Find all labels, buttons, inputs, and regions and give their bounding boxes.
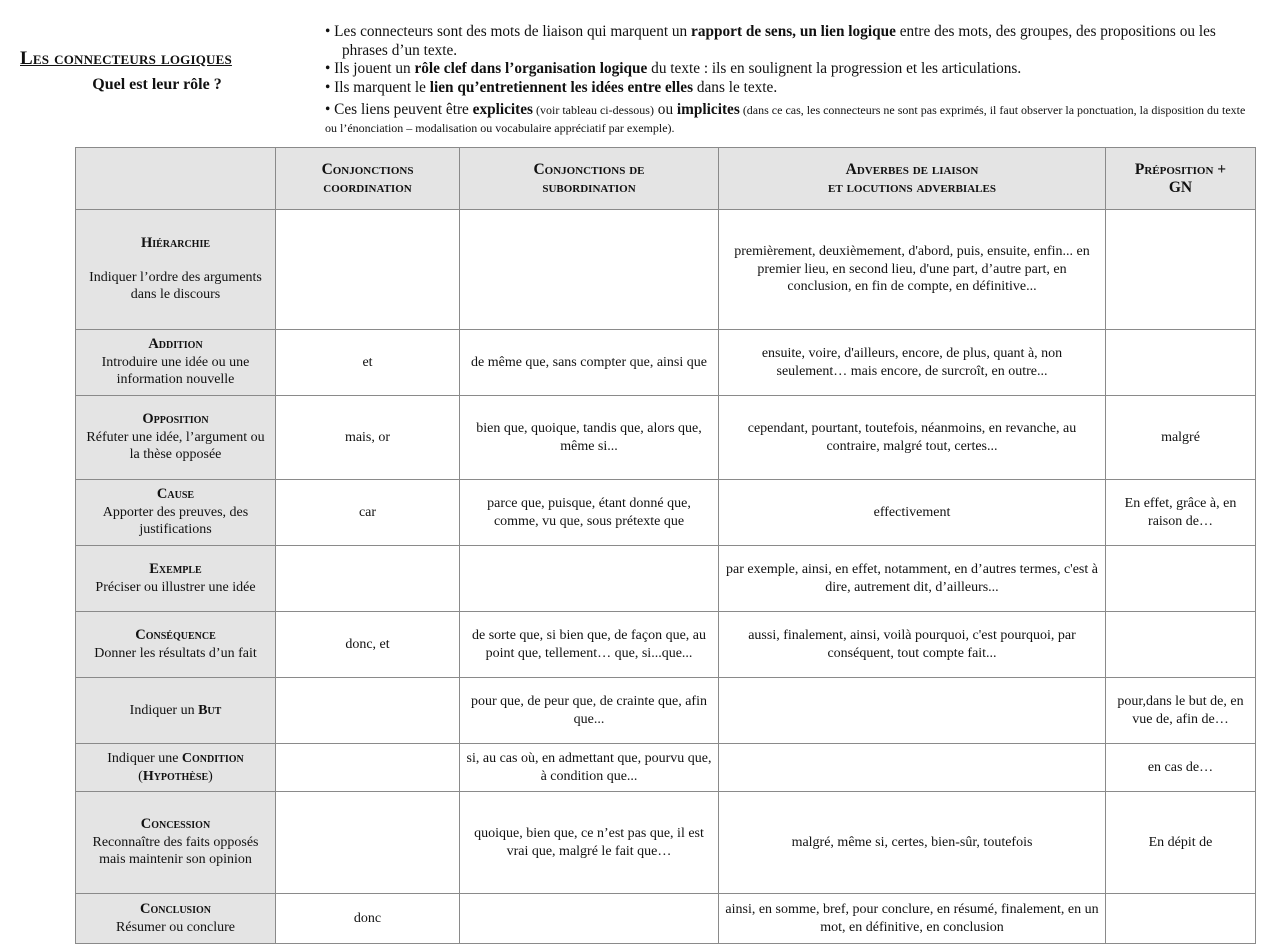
preposition-cell xyxy=(1106,546,1256,612)
preposition-cell: En dépit de xyxy=(1106,792,1256,894)
category-cell: Opposition Réfuter une idée, l’argument ou la thèse opposée xyxy=(76,396,276,480)
coordination-cell: car xyxy=(276,480,460,546)
intro-paragraph-1: • Les connecteurs sont des mots de liaison qui marquent un rapport de sens, un lien logique entre des mots, des groupes, des propositions ou les phrases d’un texte. xyxy=(325,23,1216,59)
preposition-cell: en cas de… xyxy=(1106,744,1256,792)
table-row xyxy=(76,792,1256,894)
subordination-cell xyxy=(460,546,719,612)
header-preposition: Préposition + GN xyxy=(1106,148,1256,210)
adverbs-cell xyxy=(719,678,1106,744)
coordination-cell: mais, or xyxy=(276,396,460,480)
preposition-cell: malgré xyxy=(1106,396,1256,480)
subordination-cell: bien que, quoique, tandis que, alors que, même si... xyxy=(460,396,719,480)
subordination-cell xyxy=(460,894,719,944)
adverbs-cell: premièrement, deuxièmement, d'abord, puis, ensuite, enfin... en premier lieu, en second lieu, d'une part, d’autre part, en conclusion, en fin de compte, en définitive... xyxy=(719,210,1106,330)
coordination-cell xyxy=(276,546,460,612)
category-cell: Conclusion Résumer ou conclure xyxy=(76,894,276,944)
subordination-cell: de sorte que, si bien que, de façon que, au point que, tellement… que, si...que... xyxy=(460,612,719,678)
header-category xyxy=(76,148,276,210)
adverbs-cell: malgré, même si, certes, bien-sûr, toutefois xyxy=(719,792,1106,894)
category-cell: Cause Apporter des preuves, des justifications xyxy=(76,480,276,546)
category-cell: Conséquence Donner les résultats d’un fait xyxy=(76,612,276,678)
preposition-cell xyxy=(1106,330,1256,396)
subordination-cell: pour que, de peur que, de crainte que, afin que... xyxy=(460,678,719,744)
adverbs-cell: par exemple, ainsi, en effet, notamment, en d’autres termes, c'est à dire, autrement dit, d’ailleurs... xyxy=(719,546,1106,612)
subordination-cell: si, au cas où, en admettant que, pourvu que, à condition que... xyxy=(460,744,719,792)
table-row xyxy=(76,744,1256,792)
coordination-cell: donc, et xyxy=(276,612,460,678)
adverbs-cell: ainsi, en somme, bref, pour conclure, en résumé, finalement, en un mot, en définitive, en conclusion xyxy=(719,894,1106,944)
header-adverbs: Adverbes de liaison et locutions adverbiales xyxy=(719,148,1106,210)
table-header-row xyxy=(76,148,1256,210)
preposition-cell: pour,dans le but de, en vue de, afin de… xyxy=(1106,678,1256,744)
table-row xyxy=(76,894,1256,944)
header-subordination: Conjonctions de subordination xyxy=(460,148,719,210)
coordination-cell xyxy=(276,744,460,792)
title-block xyxy=(20,48,310,94)
table-row xyxy=(76,612,1256,678)
intro-paragraph-2: • Ils jouent un rôle clef dans l’organisation logique du texte : ils en soulignent la progression et les articulations. xyxy=(325,60,1022,77)
subordination-cell xyxy=(460,210,719,330)
preposition-cell xyxy=(1106,612,1256,678)
intro-paragraph-4: • Ces liens peuvent être explicites (voir tableau ci-dessous) ou implicites (dans ce cas, les connecteurs ne sont pas exprimés, il faut observer la ponctuation, la disposition du texte ou l’énonciation – modalisation ou vocabulaire appréciatif par exemple). xyxy=(325,101,1246,135)
preposition-cell xyxy=(1106,210,1256,330)
page-title: Les connecteurs logiques xyxy=(20,48,232,69)
adverbs-cell: cependant, pourtant, toutefois, néanmoins, en revanche, au contraire, malgré tout, certes... xyxy=(719,396,1106,480)
table-row xyxy=(76,210,1256,330)
header-coordination: Conjonctions coordination xyxy=(276,148,460,210)
category-cell: Indiquer une Condition (Hypothèse) xyxy=(76,744,276,792)
table-row xyxy=(76,678,1256,744)
table-row xyxy=(76,546,1256,612)
adverbs-cell xyxy=(719,744,1106,792)
coordination-cell xyxy=(276,210,460,330)
table-row xyxy=(76,330,1256,396)
coordination-cell xyxy=(276,678,460,744)
coordination-cell: donc xyxy=(276,894,460,944)
table-row xyxy=(76,396,1256,480)
subordination-cell: quoique, bien que, ce n’est pas que, il est vrai que, malgré le fait que… xyxy=(460,792,719,894)
adverbs-cell: aussi, finalement, ainsi, voilà pourquoi, c'est pourquoi, par conséquent, tout compte fait... xyxy=(719,612,1106,678)
category-cell: Indiquer un But xyxy=(76,678,276,744)
adverbs-cell: ensuite, voire, d'ailleurs, encore, de plus, quant à, non seulement… mais encore, de surcroît, en outre... xyxy=(719,330,1106,396)
connectors-table xyxy=(75,147,1256,944)
adverbs-cell: effectivement xyxy=(719,480,1106,546)
intro-text xyxy=(325,23,1255,137)
subordination-cell: de même que, sans compter que, ainsi que xyxy=(460,330,719,396)
preposition-cell xyxy=(1106,894,1256,944)
subordination-cell: parce que, puisque, étant donné que, comme, vu que, sous prétexte que xyxy=(460,480,719,546)
category-cell: Exemple Préciser ou illustrer une idée xyxy=(76,546,276,612)
preposition-cell: En effet, grâce à, en raison de… xyxy=(1106,480,1256,546)
category-cell: Hiérarchie Indiquer l’ordre des arguments dans le discours xyxy=(76,210,276,330)
category-cell: Concession Reconnaître des faits opposés mais maintenir son opinion xyxy=(76,792,276,894)
table-row xyxy=(76,480,1256,546)
intro-paragraph-3: • Ils marquent le lien qu’entretiennent les idées entre elles dans le texte. xyxy=(325,78,778,96)
category-cell: Addition Introduire une idée ou une information nouvelle xyxy=(76,330,276,396)
coordination-cell: et xyxy=(276,330,460,396)
coordination-cell xyxy=(276,792,460,894)
page-subtitle: Quel est leur rôle ? xyxy=(92,76,222,93)
